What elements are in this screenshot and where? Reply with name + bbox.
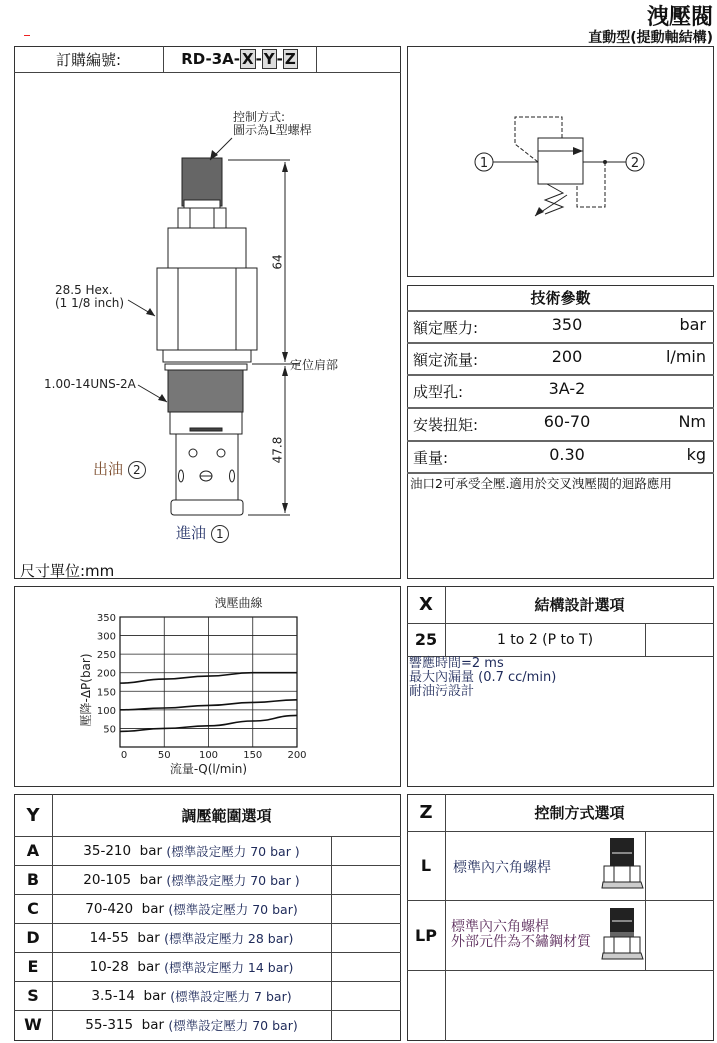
y-option-range: 20-105 bar (83, 871, 163, 888)
y-option-code: S (27, 986, 39, 1005)
y-tick-label: 250 (96, 650, 116, 662)
y-option-range: 35-210 bar (83, 842, 163, 859)
x-tick-label: 200 (287, 750, 307, 761)
spec-unit: bar (679, 315, 706, 334)
y-option-code: C (27, 899, 39, 918)
y-option-row[interactable] (14, 981, 401, 1010)
z-key: Z (419, 802, 433, 823)
spec-value: 350 (551, 315, 583, 334)
y-tick-label: 150 (96, 687, 116, 699)
inlet-text: 進油 (176, 524, 207, 542)
screw-thumbnails (600, 836, 645, 966)
dim-lower: 47.8 (270, 436, 285, 464)
y-option-code: A (26, 841, 40, 860)
x-note: 耐油污設計 (409, 684, 475, 699)
y-option-desc (52, 981, 331, 1010)
spec-unit: Nm (678, 412, 706, 431)
symbol-port-2: 2 (630, 156, 640, 171)
spec-label: 額定壓力: (413, 319, 479, 337)
y-option-row[interactable] (14, 836, 401, 865)
order-code-y: Y (263, 50, 275, 68)
y-option-row[interactable] (14, 1010, 401, 1039)
l-screw-icon (602, 838, 643, 888)
y-option-row[interactable] (14, 865, 401, 894)
y-option-range: 10-28 bar (89, 958, 160, 975)
z-option-desc[interactable]: 標準內六角螺桿 (453, 860, 551, 876)
page-subtitle: 直動型(提動軸結構) (588, 30, 713, 46)
y-option-std: (標準設定壓力 14 bar) (164, 959, 294, 975)
lp-screw-icon (602, 908, 643, 959)
spec-label: 安裝扭矩: (413, 416, 479, 434)
specs-title: 技術參數 (530, 289, 591, 307)
y-option-row[interactable] (14, 894, 401, 923)
y-option-desc (52, 894, 331, 923)
y-tick-label: 50 (103, 724, 116, 736)
x-notes (409, 657, 556, 699)
y-option-std: (標準設定壓力 70 bar) (168, 1017, 298, 1033)
order-code-z: Z (284, 50, 296, 68)
x-axis-label: 流量-Q(l/min) (169, 762, 248, 776)
y-option-desc (52, 1010, 331, 1039)
hex-note-line1: 28.5 Hex. (55, 283, 113, 297)
y-option-range: 70-420 bar (85, 900, 165, 917)
control-note-line1: 控制方式: (233, 110, 286, 124)
y-tick-label: 300 (96, 631, 116, 643)
y-tick-label: 350 (96, 613, 116, 624)
z-option-desc-line1: 標準內六角螺桿 (451, 919, 549, 935)
sep: - (255, 50, 262, 68)
y-option-std: (標準設定壓力 70 bar ) (166, 872, 300, 888)
y-option-std: (標準設定壓力 28 bar) (164, 930, 294, 946)
x-options-title: 結構設計選項 (534, 596, 625, 614)
order-code-prefix: RD-3A- (181, 50, 240, 68)
spec-unit: l/min (665, 347, 706, 366)
y-options-title: 調壓範圍選項 (181, 806, 272, 825)
y-option-range: 14-55 bar (89, 929, 160, 946)
order-code-x: X (241, 50, 254, 68)
shoulder-label: 定位肩部 (290, 358, 339, 372)
order-code-label: 訂購編號: (55, 50, 122, 69)
control-note-line2: 圖示為L型螺桿 (233, 123, 312, 137)
y-option-row[interactable] (14, 952, 401, 981)
y-option-desc (52, 952, 331, 981)
y-option-desc (52, 836, 331, 865)
thread-note: 1.00-14UNS-2A (44, 377, 136, 391)
dim-total: 64 (270, 254, 285, 270)
y-option-std: (標準設定壓力 70 bar) (168, 901, 298, 917)
port-2-circle: 2 (128, 461, 146, 479)
y-option-code: D (26, 928, 40, 947)
sep: - (276, 50, 283, 68)
spec-unit: kg (686, 445, 706, 464)
z-option-code: L (420, 856, 432, 875)
y-option-range: 3.5-14 bar (91, 987, 166, 1004)
x-option-code: 25 (414, 630, 438, 649)
spec-value: 3A-2 (548, 379, 586, 398)
y-key: Y (26, 804, 40, 826)
x-tick-label: 150 (243, 750, 263, 761)
y-axis-label: 壓降-ΔP(bar) (79, 653, 93, 727)
y-option-code: B (26, 870, 40, 889)
x-key: X (419, 594, 433, 615)
y-option-desc (52, 923, 331, 952)
y-option-std: (標準設定壓力 70 bar ) (166, 843, 300, 859)
chart-title: 洩壓曲線 (214, 596, 263, 610)
spec-label: 額定流量: (413, 351, 479, 369)
y-tick-label: 200 (96, 668, 116, 680)
spec-label: 重量: (413, 449, 449, 467)
x-tick-label: 100 (198, 750, 219, 761)
z-option-desc[interactable] (451, 920, 591, 950)
page-title: 洩壓閥 (646, 5, 713, 30)
outlet-text: 出油 (93, 460, 124, 478)
y-option-code: E (27, 957, 39, 976)
z-option-desc-line2: 外部元件為不鏽鋼材質 (451, 934, 591, 950)
y-option-range: 55-315 bar (85, 1016, 165, 1033)
x-option-desc-text: 1 to 2 (P to T) (496, 631, 594, 648)
spec-value: 0.30 (549, 445, 585, 464)
y-option-std: (標準設定壓力 7 bar) (170, 988, 292, 1004)
spec-value: 200 (551, 347, 583, 366)
x-tick-label: 0 (120, 750, 128, 761)
y-option-code: W (24, 1015, 42, 1034)
unit-note: 尺寸單位:mm (20, 562, 115, 580)
spec-label: 成型孔: (413, 383, 464, 401)
port-1-circle: 1 (211, 525, 229, 543)
y-tick-label: 100 (96, 705, 116, 717)
symbol-port-1: 1 (479, 156, 489, 171)
x-tick-label: 50 (157, 750, 171, 761)
spec-value: 60-70 (543, 412, 591, 431)
x-note: 響應時間=2 ms (409, 656, 504, 671)
y-option-desc (52, 865, 331, 894)
hex-note-line2: (1 1/8 inch) (55, 296, 125, 310)
z-options-title: 控制方式選項 (534, 804, 625, 822)
z-option-code: LP (415, 925, 437, 945)
x-option-desc[interactable] (445, 623, 645, 656)
specs-note: 油口2可承受全壓.適用於交叉洩壓閥的迴路應用 (410, 476, 672, 491)
x-note: 最大內漏量 (0.7 cc/min) (409, 670, 557, 685)
y-option-row[interactable] (14, 923, 401, 952)
